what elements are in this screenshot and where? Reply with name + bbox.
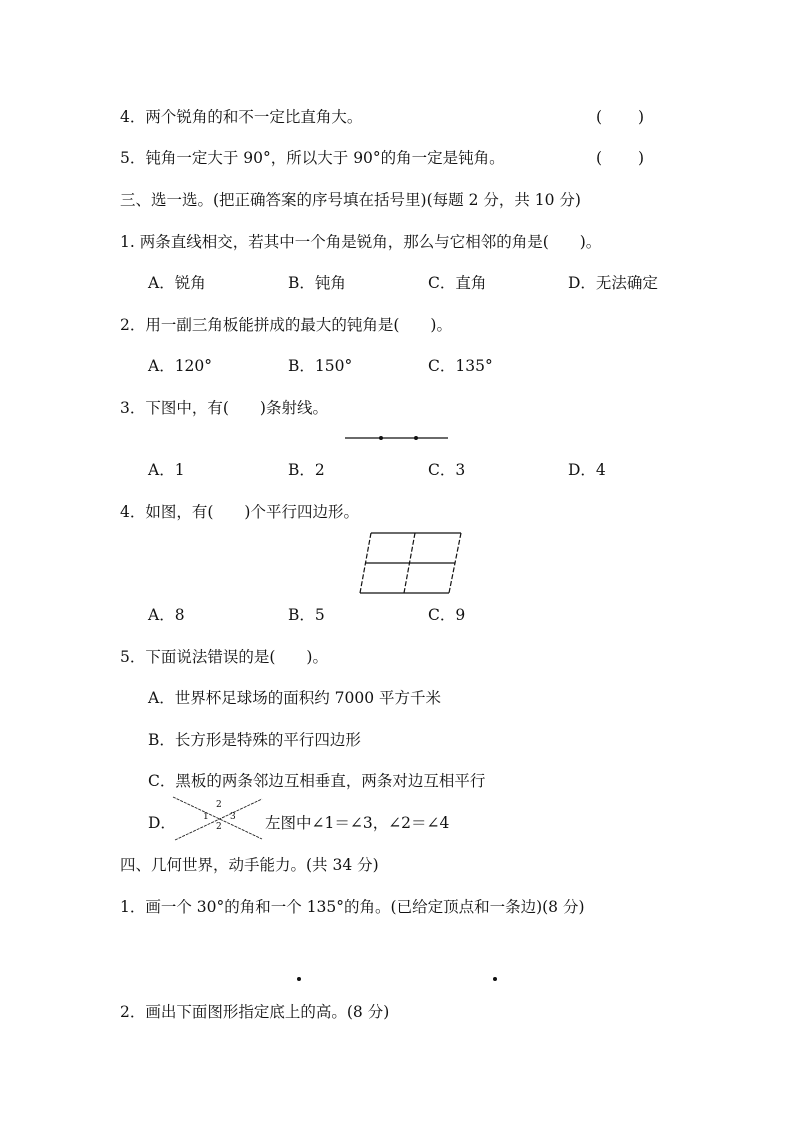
mc-question-5: 5．下面说法错误的是( )。	[120, 648, 328, 666]
answer-paren-close: )	[638, 149, 645, 167]
mc-question-4: 4．如图，有( )个平行四边形。	[120, 503, 359, 521]
mc-question-1: 1. 两条直线相交，若其中一个角是锐角，那么与它相邻的角是( )。	[120, 233, 602, 251]
draw-question-1: 1．画一个 30°的角和一个 135°的角。(已给定顶点和一条边)(8 分)	[120, 898, 585, 916]
mc-q4-option-b: B．5	[288, 606, 325, 624]
draw-question-2: 2．画出下面图形指定底上的高。(8 分)	[120, 1003, 390, 1021]
angle-label-bottom: 2	[216, 822, 222, 832]
angle-label-right: 3	[230, 812, 236, 822]
mc-q1-option-a: A．锐角	[148, 274, 206, 292]
mc-q4-option-c: C．9	[428, 606, 466, 624]
section-4-heading: 四、几何世界，动手能力。(共 34 分)	[120, 856, 379, 874]
mc-q2-option-b: B．150°	[288, 357, 353, 375]
mc-q3-option-a: A．1	[148, 461, 185, 479]
mc-q3-option-c: C．3	[428, 461, 466, 479]
mc-question-2: 2．用一副三角板能拼成的最大的钝角是( )。	[120, 316, 452, 334]
mc-q1-option-b: B．钝角	[288, 274, 346, 292]
answer-paren-open: (	[596, 149, 603, 167]
mc-q5-option-d-text: 左图中∠1＝∠3，∠2＝∠4	[265, 814, 450, 832]
mc-q2-option-a: A．120°	[148, 357, 213, 375]
mc-question-3: 3．下图中，有( )条射线。	[120, 399, 328, 417]
tf-item-5: 5．钝角一定大于 90°，所以大于 90°的角一定是钝角。	[120, 149, 505, 167]
mc-q4-option-a: A．8	[148, 606, 185, 624]
tf-item-4: 4．两个锐角的和不一定比直角大。	[120, 108, 363, 126]
angle-label-left: 1	[203, 812, 209, 822]
mc-q1-option-c: C．直角	[428, 274, 487, 292]
mc-q5-option-a: A．世界杯足球场的面积约 7000 平方千米	[148, 689, 441, 707]
mc-q5-option-b: B．长方形是特殊的平行四边形	[148, 731, 361, 749]
mc-q3-option-b: B．2	[288, 461, 325, 479]
mc-q5-option-d: D．	[148, 814, 176, 832]
mc-q3-option-d: D．4	[568, 461, 606, 479]
mc-q5-option-c: C．黑板的两条邻边互相垂直，两条对边互相平行	[148, 772, 486, 790]
section-3-heading: 三、选一选。(把正确答案的序号填在括号里)(每题 2 分，共 10 分)	[120, 191, 581, 209]
mc-q2-option-c: C．135°	[428, 357, 493, 375]
answer-paren-open: (	[596, 108, 603, 126]
answer-paren-close: )	[638, 108, 645, 126]
mc-q1-option-d: D．无法确定	[568, 274, 658, 292]
angle-label-top: 2	[216, 800, 222, 810]
